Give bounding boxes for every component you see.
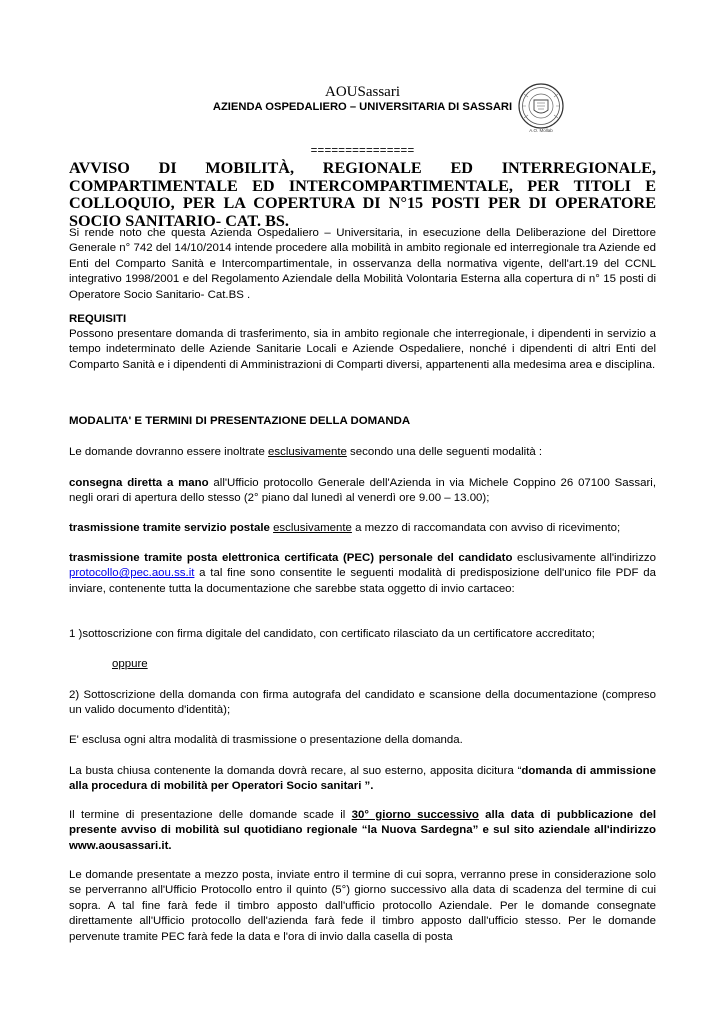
text-span: all'Ufficio protocollo Generale dell'Azienda in via Michele Coppino 26 07100 Sassari, negli orari di apertura dello stesso (2° piano dal lunedì al venerdì ore 9.00 – 13.00);	[69, 477, 656, 505]
emphasis-underline: esclusivamente	[273, 522, 352, 534]
option-2-paragraph: 2) Sottoscrizione della domanda con firma autografa del candidato e scansione della documentazione (compreso un valido documento d'identità);	[69, 689, 656, 717]
text-span: a mezzo di raccomandata con avviso di ricevimento;	[351, 522, 621, 534]
modalita-paragraph-1	[69, 445, 656, 460]
pec-email-link[interactable]: protocollo@pec.aou.ss.it	[69, 567, 195, 580]
postal-terms-paragraph: Le domande presentate a mezzo posta, inviate entro il termine di cui sopra, verranno prese in considerazione solo se perverranno all'Ufficio Protocollo entro il quinto (5°) giorno successivo alla data di scadenza del termine di cui sopra. A tal fine farà fede il timbro apposto dall'ufficio protocollo Aziendale. Per le domande consegnate direttamente all'Ufficio protocollo dell'azienda farà fede il timbro apposto dall'ufficio stesso. Per le domande pervenute tramite PEC farà fede la data e l'ora di invio dalla casella di posta	[69, 869, 656, 943]
postale-label: trasmissione tramite servizio postale	[69, 522, 270, 534]
requisiti-paragraph: Possono presentare domanda di trasferimento, sia in ambito regionale che interregionale, i dipendenti in servizio a tempo indeterminato delle Aziende Sanitarie Locali e Aziende Ospedaliere, nonché i dipendenti di altri Enti del Comparto Sanità e i dipendenti di Amministrazioni di Comparti diversi, appartenenti alla medesima area e disciplina.	[69, 328, 656, 371]
oppure-label	[112, 657, 148, 672]
consegna-label: consegna diretta a mano	[69, 477, 209, 489]
text-span: Le domande dovranno essere inoltrate	[69, 446, 269, 458]
org-name: AOUSassari	[325, 84, 400, 100]
exclusion-paragraph: E' esclusa ogni altra modalità di trasmissione o presentazione della domanda.	[69, 734, 463, 746]
oppure-text: oppure	[112, 658, 148, 670]
modalita-pec-paragraph	[69, 551, 656, 597]
deadline-paragraph	[69, 808, 656, 854]
modalita-heading: MODALITA' E TERMINI DI PRESENTAZIONE DELLA DOMANDA	[69, 415, 411, 427]
pec-label: trasmissione tramite posta elettronica certificata (PEC) personale del candidato	[69, 552, 513, 564]
modalita-postale-paragraph	[69, 521, 656, 536]
intro-paragraph: Si rende noto che questa Azienda Ospedaliero – Universitaria, in esecuzione della Deliberazione del Direttore Generale n° 742 del 14/10/2014 intende procedere alla mobilità in ambito regionale ed interregionale tra Aziende ed Enti del Comparto Sanità e Intercompartimentale, in osservanza della normativa vigente, dell'art.19 del CCNL integrativo 1998/2001 e del Regolamento Aziendale della Mobilità Volontaria Esterna alla copertura di n° 15 posti di Operatore Socio Sanitario- Cat.BS .	[69, 227, 656, 301]
text-span: Il termine di presentazione delle domande scade il	[69, 809, 352, 821]
deadline-text: alla data di pubblicazione del presente avviso di mobilità sul quotidiano regionale “la Nuova Sardegna” e sul sito aziendale all'indirizzo www.aousassari.it.	[69, 809, 657, 852]
option-1-paragraph: 1 )sottoscrizione con firma digitale del candidato, con certificato rilasciato da un certificatore accreditato;	[69, 628, 595, 640]
requisiti-heading: REQUISITI	[69, 313, 127, 325]
text-span: secondo una delle seguenti modalità :	[346, 446, 543, 458]
seal-caption: A.O. Mollab	[529, 128, 553, 133]
envelope-wording: domanda di ammissione alla procedura di mobilità per Operatori Socio sanitari ”.	[69, 765, 656, 793]
deadline-days: 30° giorno successivo	[351, 809, 479, 821]
modalita-consegna-paragraph	[69, 476, 656, 507]
text-span: La busta chiusa contenente la domanda dovrà recare, al suo esterno, apposita dicitura “	[69, 765, 522, 777]
text-span: a tal fine sono consentite le seguenti modalità di predisposizione dell'unico file PDF da inviare, contenente tutta la documentazione che sarebbe stata oggetto di invio cartaceo:	[69, 567, 656, 595]
emphasis-underline: esclusivamente	[268, 446, 347, 458]
separator-line: ===============	[310, 145, 415, 157]
text-span: esclusivamente all'indirizzo	[512, 552, 657, 564]
org-full-name: AZIENDA OSPEDALIERO – UNIVERSITARIA DI SASSARI	[212, 101, 513, 113]
envelope-paragraph	[69, 764, 656, 795]
document-title: AVVISO DI MOBILITÀ, REGIONALE ED INTERREGIONALE, COMPARTIMENTALE ED INTERCOMPARTIMENTALE, PER TITOLI E COLLOQUIO, PER LA COPERTURA DI N°15 POSTI PER DI OPERATORE SOCIO SANITARIO- CAT. BS.	[69, 159, 656, 230]
